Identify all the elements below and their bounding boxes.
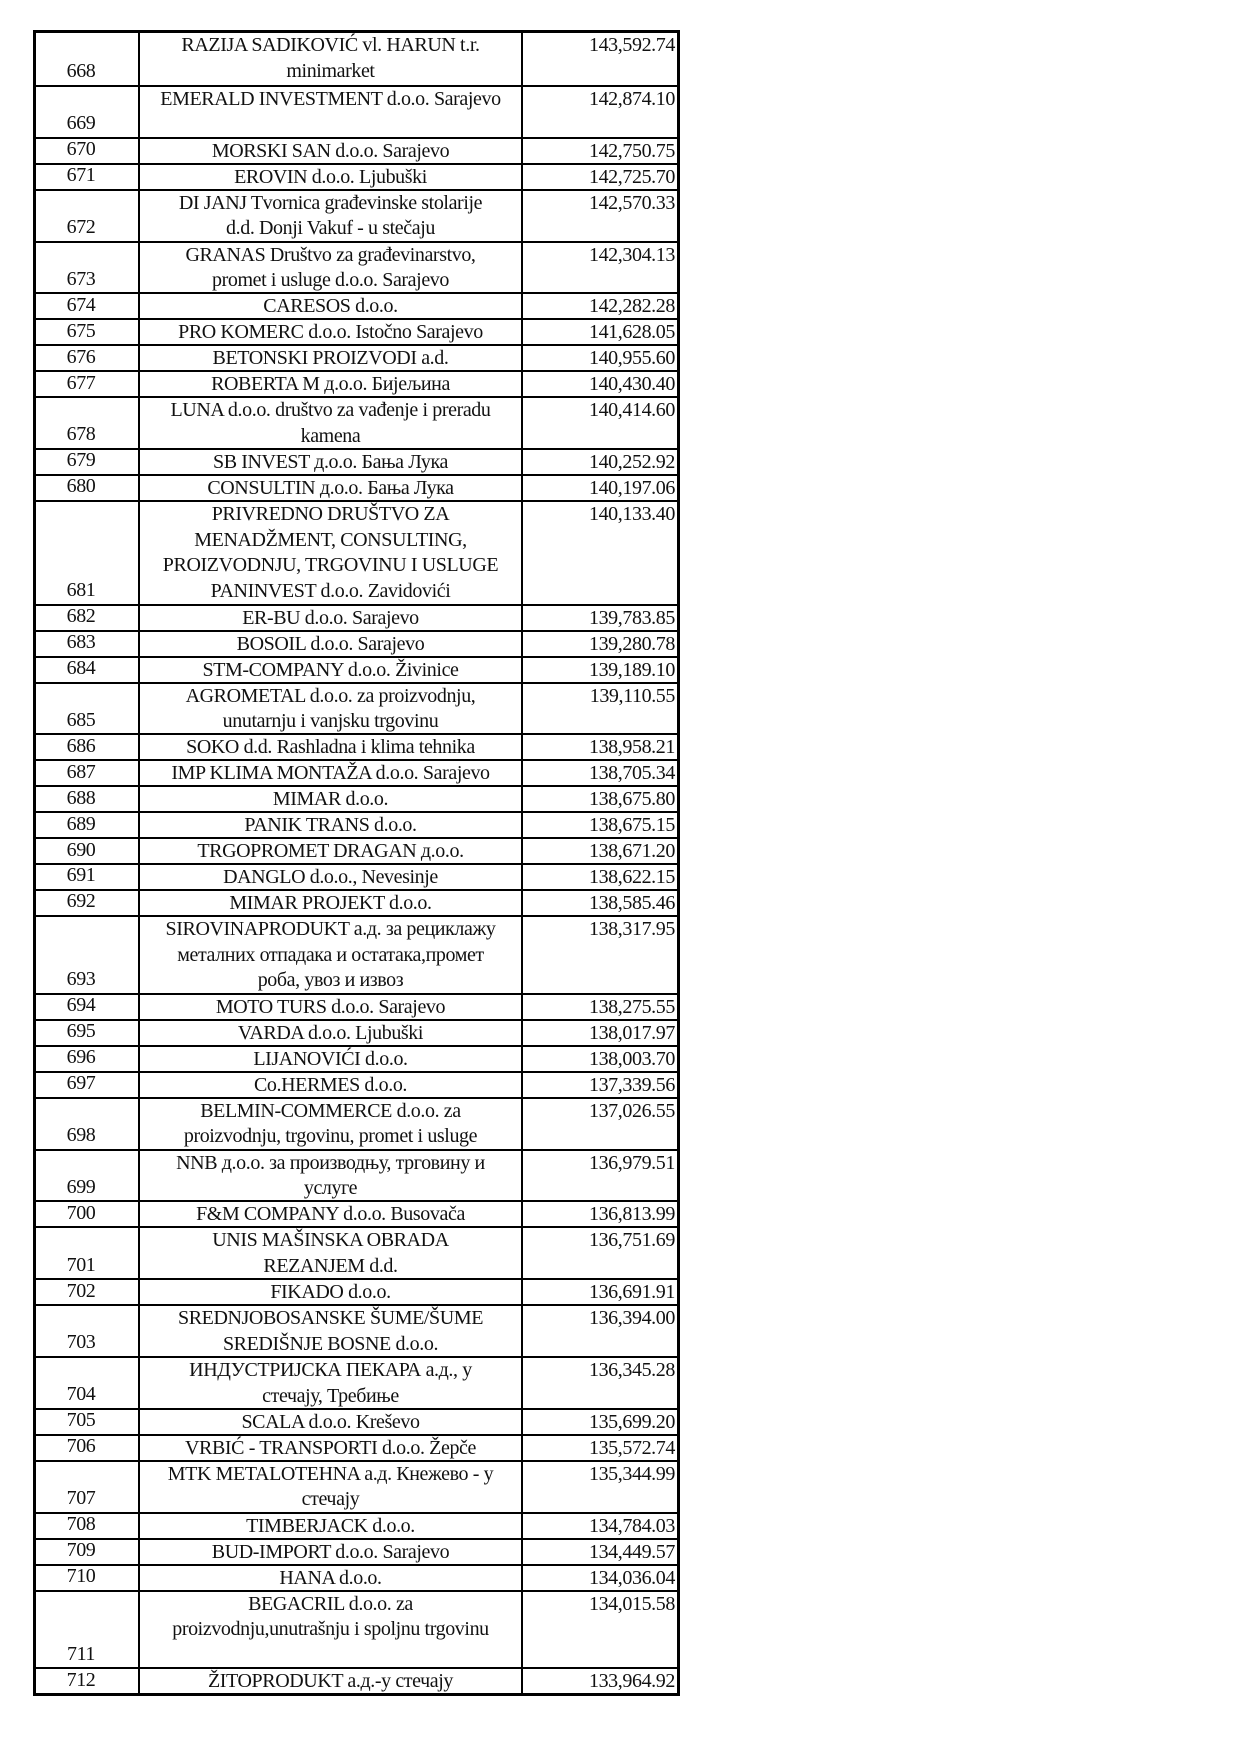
company-name-line: LIJANOVIĆI d.o.o. [253,1047,408,1070]
table-row [36,889,677,915]
amount: 134,784.03 [588,1514,675,1537]
company-name-line: SREDNJOBOSANSKE ŠUME/ŠUME [177,1307,484,1330]
table-row [36,318,677,344]
company-name-line: ROBERTA M д.о.о. Бијељина [211,373,450,396]
row-number: 687 [36,761,140,785]
row-number: 679 [36,450,140,474]
company-name-line: BETONSKI PROIZVODI a.d. [212,347,449,370]
table-row [36,682,677,734]
company-name [140,1151,523,1201]
company-name-line: MIMAR d.o.o. [272,788,389,811]
row-number: 671 [36,165,140,189]
company-name-line: услуге [303,1177,358,1200]
amount: 138,671.20 [588,840,675,863]
table-row [36,344,677,370]
company-name-line: proizvodnju, trgovinu, promet i usluge [183,1125,478,1148]
row-number: 670 [36,139,140,163]
table-row [36,1304,677,1356]
row-number: 681 [36,502,140,604]
table-row [36,163,677,189]
row-number: 708 [36,1514,140,1538]
company-name-line: стечају, Требиње [262,1384,399,1407]
table-row [36,137,677,163]
amount: 139,783.85 [588,606,675,629]
company-name-line: SB INVEST д.о.о. Бања Лука [212,451,449,474]
company-name [140,1669,523,1693]
amount: 142,750.75 [588,139,675,162]
row-number: 704 [36,1358,140,1408]
company-name [140,1228,523,1278]
row-number: 675 [36,320,140,344]
row-number: 673 [36,243,140,293]
amount: 140,430.40 [588,373,675,396]
amount: 138,017.97 [588,1021,675,1044]
company-name-line: d.d. Donji Vakuf - u stečaju [226,217,435,240]
amount: 134,449.57 [588,1540,675,1563]
company-name-line: EMERALD INVESTMENT d.o.o. Sarajevo [160,87,501,110]
row-number: 690 [36,839,140,863]
company-amount-table [33,30,680,1696]
company-name-line: BEGACRIL d.o.o. za [248,1592,413,1615]
company-name-line [140,1643,521,1668]
company-name-line: DI JANJ Tvornica građevinske stolarije [178,191,483,214]
row-number: 685 [36,684,140,734]
amount: 134,036.04 [588,1566,675,1589]
company-name [140,917,523,993]
company-name-line: CARESOS d.o.o. [263,295,398,318]
company-name [140,372,523,396]
table-row [36,85,677,137]
amount: 137,339.56 [588,1073,675,1096]
company-name-line: LUNA d.o.o. društvo za vađenje i preradu [170,399,491,422]
company-name [140,1410,523,1434]
company-name [140,761,523,785]
company-name-line: SIROVINAPRODUKT а.д. за рециклажу [165,918,496,941]
row-number: 710 [36,1566,140,1590]
company-name [140,294,523,318]
company-name-line: ŽITOPRODUKT а.д.-у стечају [207,1670,454,1693]
table-row [36,1667,677,1693]
company-name [140,476,523,500]
amount: 136,691.91 [588,1281,675,1304]
table-row [36,500,677,604]
table-row [36,811,677,837]
table-row [36,733,677,759]
company-name [140,658,523,682]
table-row [36,630,677,656]
row-number: 695 [36,1021,140,1045]
company-name [140,787,523,811]
row-number: 672 [36,191,140,241]
row-number: 683 [36,632,140,656]
amount: 136,751.69 [588,1229,675,1252]
row-number: 711 [36,1592,140,1668]
company-name-line: AGROMETAL d.o.o. za proizvodnju, [185,684,476,707]
row-number: 703 [36,1306,140,1356]
company-name [140,995,523,1019]
company-name [140,839,523,863]
amount: 136,345.28 [588,1359,675,1382]
table-row [36,1226,677,1278]
company-name-line: металних отпадака и остатака,промет [177,943,484,966]
amount: 142,570.33 [588,191,675,214]
amount: 138,317.95 [588,918,675,941]
amount: 140,955.60 [588,347,675,370]
row-number: 699 [36,1151,140,1201]
amount: 135,699.20 [588,1410,675,1433]
amount: 140,197.06 [588,477,675,500]
table-row [36,1045,677,1071]
table-row [36,1019,677,1045]
row-number: 696 [36,1047,140,1071]
table-row [36,448,677,474]
amount: 133,964.92 [588,1670,675,1693]
amount: 139,280.78 [588,632,675,655]
amount: 136,813.99 [588,1203,675,1226]
table-row [36,915,677,993]
amount: 135,344.99 [588,1462,675,1485]
company-name-line: NNB д.о.о. за производњу, трговину и [176,1151,485,1174]
table-row [36,1460,677,1512]
company-name-line: PROIZVODNJU, TRGOVINU I USLUGE [162,554,499,577]
row-number: 705 [36,1410,140,1434]
company-name-line: minimarket [286,59,375,82]
company-name-line: HANA d.o.o. [279,1566,382,1589]
company-name-line: Co.HERMES d.o.o. [253,1073,408,1096]
table-row [36,656,677,682]
row-number: 707 [36,1462,140,1512]
company-name-line: REZANJEM d.d. [263,1254,398,1277]
table-row [36,1564,677,1590]
amount: 138,003.70 [588,1047,675,1070]
company-name-line: PRO KOMERC d.o.o. Istočno Sarajevo [178,321,483,344]
row-number: 674 [36,294,140,318]
table-row [36,396,677,448]
company-name [140,139,523,163]
company-name-line: STM-COMPANY d.o.o. Živinice [202,658,459,681]
table-row [36,189,677,241]
row-number: 680 [36,476,140,500]
company-name-line: роба, увоз и извоз [257,969,404,992]
amount: 136,394.00 [588,1307,675,1330]
company-name [140,1462,523,1512]
row-number: 678 [36,398,140,448]
amount: 141,628.05 [588,321,675,344]
company-name [140,165,523,189]
company-name-line: promet i usluge d.o.o. Sarajevo [212,269,449,292]
amount: 142,304.13 [588,243,675,266]
company-name [140,191,523,241]
amount: 138,675.15 [588,814,675,837]
company-name [140,1073,523,1097]
row-number: 706 [36,1436,140,1460]
row-number: 676 [36,346,140,370]
amount: 138,275.55 [588,995,675,1018]
company-name-line: unutarnju i vanjsku trgovinu [222,710,439,733]
table-row [36,1149,677,1201]
row-number: 701 [36,1228,140,1278]
company-name [140,398,523,448]
company-name-line: TIMBERJACK d.o.o. [246,1514,415,1537]
company-name-line: MENADŽMENT, CONSULTING, [194,528,467,551]
table-row [36,993,677,1019]
amount: 142,725.70 [588,165,675,188]
company-name-line: BOSOIL d.o.o. Sarajevo [236,632,425,655]
row-number: 700 [36,1202,140,1226]
company-name [140,450,523,474]
company-name-line: BELMIN-COMMERCE d.o.o. za [200,1099,461,1122]
company-name [140,502,523,604]
company-name [140,87,523,137]
row-number: 691 [36,865,140,889]
table-row [36,1408,677,1434]
table-row [36,1200,677,1226]
amount: 143,592.74 [588,34,675,56]
company-name [140,243,523,293]
company-name [140,346,523,370]
amount: 140,414.60 [588,399,675,422]
company-name [140,1514,523,1538]
amount: 140,133.40 [588,502,675,525]
company-name-line: DANGLO d.o.o., Nevesinje [223,866,438,889]
company-name-line: VARDA d.o.o. Ljubuški [237,1021,424,1044]
company-name [140,1047,523,1071]
company-name [140,1306,523,1356]
table-row [36,759,677,785]
company-name [140,1540,523,1564]
company-name-line: TRGOPROMET DRAGAN д.о.о. [197,840,464,863]
row-number: 698 [36,1099,140,1149]
amount: 142,282.28 [588,295,675,318]
company-name-line: F&M COMPANY d.o.o. Busovača [196,1203,465,1226]
row-number: 684 [36,658,140,682]
company-name-line [140,112,521,136]
company-name-line: MIMAR PROJEKT d.o.o. [229,892,432,915]
amount: 140,252.92 [588,451,675,474]
table-row [36,1512,677,1538]
table-row [36,474,677,500]
amount: 137,026.55 [588,1099,675,1122]
company-name-line: CONSULTIN д.о.о. Бања Лука [207,477,454,500]
company-name-line: ИНДУСТРИЈСКА ПЕКАРА а.д., у [189,1359,472,1382]
company-name-line: MORSKI SAN d.o.o. Sarajevo [211,139,450,162]
table-row [36,1278,677,1304]
company-name-line: kamena [300,424,361,447]
company-name [140,1202,523,1226]
company-name [140,891,523,915]
company-name [140,813,523,837]
amount: 134,015.58 [588,1592,675,1615]
company-name [140,606,523,630]
table-row [36,1590,677,1668]
amount: 138,705.34 [588,762,675,785]
table-row [36,1538,677,1564]
table-row [36,241,677,293]
company-name [140,1566,523,1590]
company-name-line: IMP KLIMA MONTAŽA d.o.o. Sarajevo [171,762,490,785]
company-name [140,1099,523,1149]
amount: 139,189.10 [588,658,675,681]
row-number: 688 [36,787,140,811]
company-name-line: FIKADO d.o.o. [270,1281,391,1304]
table-row [36,837,677,863]
row-number: 697 [36,1073,140,1097]
company-name-line: PANINVEST d.o.o. Zavidovići [210,579,451,602]
amount: 139,110.55 [589,684,675,707]
company-name-line: SCALA d.o.o. Kreševo [241,1410,420,1433]
table-row [36,370,677,396]
row-number: 712 [36,1669,140,1693]
company-name [140,865,523,889]
company-name [140,1592,523,1668]
row-number: 692 [36,891,140,915]
amount: 138,958.21 [588,736,675,759]
company-name-line: VRBIĆ - TRANSPORTI d.o.o. Žepče [184,1436,477,1459]
company-name-line: UNIS MAŠINSKA OBRADA [212,1229,449,1252]
row-number: 669 [36,87,140,137]
company-name-line: SREDIŠNJE BOSNE d.o.o. [222,1332,439,1355]
table-row [36,33,677,85]
table-row [36,863,677,889]
company-name-line: EROVIN d.o.o. Ljubuški [234,165,427,188]
company-name-line: BUD-IMPORT d.o.o. Sarajevo [211,1540,450,1563]
company-name [140,1021,523,1045]
company-name-line: proizvodnju,unutrašnju i spoljnu trgovinu [172,1618,489,1641]
company-name [140,1358,523,1408]
company-name-line: PANIK TRANS d.o.o. [244,814,417,837]
row-number: 702 [36,1280,140,1304]
amount: 142,874.10 [588,87,675,110]
table-row [36,292,677,318]
company-name [140,684,523,734]
company-name [140,1280,523,1304]
row-number: 682 [36,606,140,630]
row-number: 668 [36,33,140,85]
amount: 138,675.80 [588,788,675,811]
company-name [140,33,523,85]
amount: 136,979.51 [588,1151,675,1174]
company-name [140,320,523,344]
company-name [140,632,523,656]
amount: 135,572.74 [588,1436,675,1459]
row-number: 693 [36,917,140,993]
table-row [36,1356,677,1408]
company-name-line: GRANAS Društvo za građevinarstvo, [185,243,476,266]
company-name-line: PRIVREDNO DRUŠTVO ZA [211,502,450,525]
table-row [36,785,677,811]
table-row [36,1097,677,1149]
row-number: 709 [36,1540,140,1564]
company-name-line: RAZIJA SADIKOVIĆ vl. HARUN t.r. [181,34,480,56]
company-name-line: стечају [301,1488,360,1511]
table-row [36,1071,677,1097]
row-number: 694 [36,995,140,1019]
amount: 138,585.46 [588,892,675,915]
company-name-line: MTK METALOTEHNA а.д. Кнежево - у [167,1462,494,1485]
company-name-line: SOKO d.d. Rashladna i klima tehnika [186,736,475,759]
company-name-line: MOTO TURS d.o.o. Sarajevo [215,995,446,1018]
table-row [36,604,677,630]
company-name [140,1436,523,1460]
company-name [140,735,523,759]
row-number: 677 [36,372,140,396]
company-name-line: ER-BU d.o.o. Sarajevo [242,606,419,629]
amount: 138,622.15 [588,866,675,889]
table-row [36,1434,677,1460]
row-number: 686 [36,735,140,759]
row-number: 689 [36,813,140,837]
